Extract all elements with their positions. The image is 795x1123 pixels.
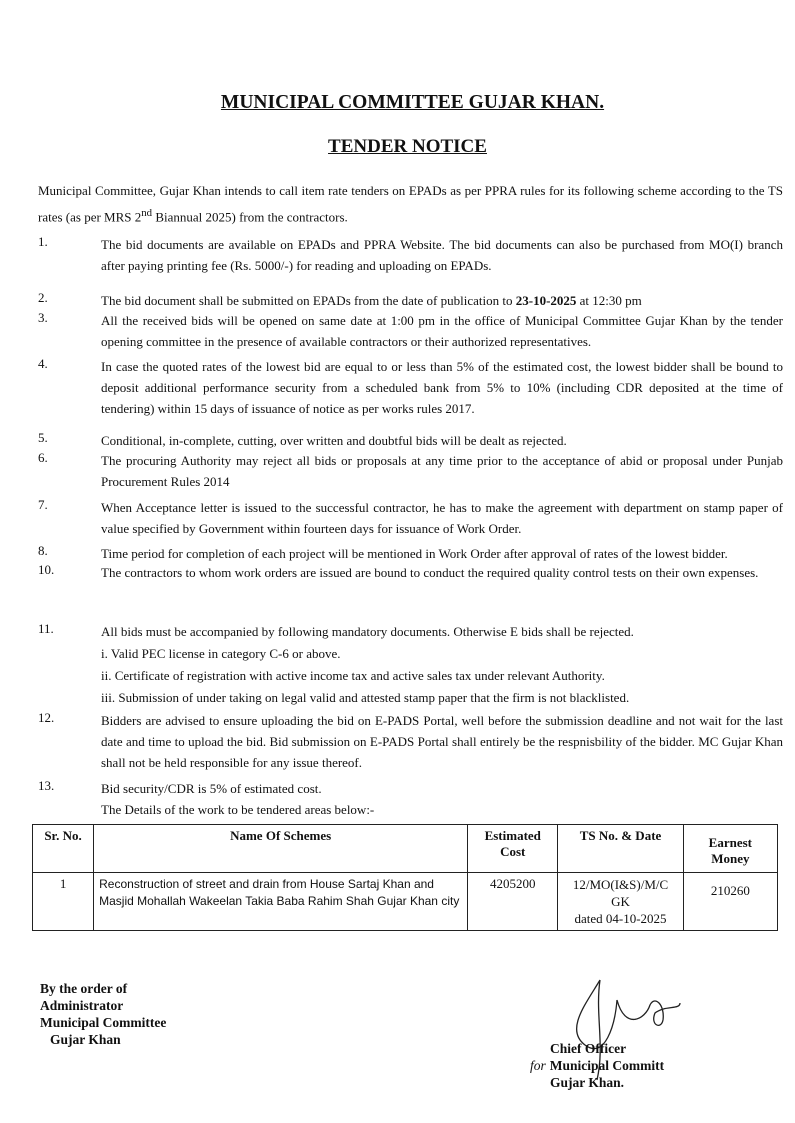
intro-text-end: Biannual 2025) from the contractors.	[152, 209, 348, 225]
item-text: All bids must be accompanied by following mandatory documents. Otherwise E bids shall be rejected.	[101, 624, 634, 639]
item-number: 8.	[38, 543, 48, 558]
item-text: When Acceptance letter is issued to the successful contractor, he has to make the agreement with department on stamp paper of value specified by Government within fourteen days for issuance of Work Order.	[101, 500, 783, 536]
list-item	[38, 450, 783, 492]
order-line: Administrator	[40, 998, 124, 1013]
item-text: The bid documents are available on EPADs and PPRA Website. The bid documents can also be purchased from MO(I) branch after paying printing fee (Rs. 5000/-) for reading and uploading on EPADs.	[101, 237, 783, 273]
item-text: The procuring Authority may reject all bids or proposals at any time prior to the acceptance of abid or proposal under Punjab Procurement Rules 2014	[101, 453, 783, 489]
item-text: The bid document shall be submitted on EPADs from the date of publication to	[101, 293, 516, 308]
officer-place: Gujar Khan.	[550, 1075, 625, 1090]
list-item	[38, 562, 783, 583]
item-number: 2.	[38, 290, 48, 305]
sub-item: ii. Certificate of registration with active income tax and active sales tax under relevant Authority.	[101, 668, 605, 683]
officer-org: Municipal Committ	[549, 1058, 665, 1073]
item-text: Conditional, in-complete, cutting, over written and doubtful bids will be dealt as rejected.	[101, 433, 567, 448]
for-mark: for	[530, 1058, 546, 1073]
item-number: 11.	[38, 621, 54, 636]
item-number: 3.	[38, 310, 48, 325]
cell-earnest: 210260	[683, 873, 777, 931]
item-number: 6.	[38, 450, 48, 465]
sub-item: i. Valid PEC license in category C-6 or above.	[101, 646, 341, 661]
list-item	[38, 290, 783, 311]
header-earnest: Earnest Money	[683, 825, 777, 873]
deadline-date: 23-10-2025	[515, 293, 577, 308]
intro-text: Municipal Committee, Gujar Khan intends to call item rate tenders on EPADs as per PPRA rules for its following scheme according to the TS rates (as per MRS 2	[38, 183, 783, 225]
header-sr-no: Sr. No.	[33, 825, 94, 873]
item-number: 13.	[38, 778, 55, 793]
cell-ts-no: 12/MO(I&S)/M/C GK	[572, 877, 669, 909]
header-cost: Estimated Cost	[468, 825, 558, 873]
sub-item: iii. Submission of under taking on legal valid and attested stamp paper that the firm is not blacklisted.	[101, 690, 630, 705]
officer-block	[530, 1040, 664, 1091]
cell-ts-date: dated 04-10-2025	[574, 911, 667, 926]
item-number: 10.	[38, 562, 55, 577]
list-item	[38, 710, 783, 773]
item-number: 12.	[38, 710, 55, 725]
intro-sup: nd	[141, 207, 153, 219]
item-text-end: at 12:30 pm	[576, 293, 642, 308]
order-line: By the order of	[40, 981, 128, 996]
list-item	[38, 778, 783, 799]
item-text: Bidders are advised to ensure uploading the bid on E-PADS Portal, well before the submission deadline and not wait for the last date and time to upload the bid. Bid submission on E-PADS Portal shall entirely be the respnisbility of the bidder. MC Gujar Khan shall not be held responsible for any issue thereof.	[101, 713, 783, 770]
org-title: MUNICIPAL COMMITTEE GUJAR KHAN.	[220, 92, 605, 113]
item-text: Time period for completion of each project will be mentioned in Work Order after approval of rates of the lowest bidder.	[101, 546, 728, 561]
list-item	[38, 543, 783, 564]
intro-paragraph	[38, 180, 783, 228]
item-number: 4.	[38, 356, 48, 371]
item-text: Bid security/CDR is 5% of estimated cost.	[101, 781, 322, 796]
cell-name: Reconstruction of street and drain from House Sartaj Khan and Masjid Mohallah Wakeelan Takia Baba Rahim Shah Gujar Khan city	[94, 873, 468, 931]
item-text: In case the quoted rates of the lowest bid are equal to or less than 5% of the estimated cost, the lowest bidder shall be bound to deposit additional performance security from a scheduled bank from 5% to 10% (including CDR deposited at the time of tendering) within 15 days of issuance of notice as per works rules 2017.	[101, 359, 783, 416]
list-item	[38, 234, 783, 276]
order-block	[40, 980, 166, 1048]
officer-title: Chief Officer	[550, 1041, 627, 1056]
cell-sr: 1	[33, 873, 94, 931]
details-line: The Details of the work to be tendered areas below:-	[101, 802, 375, 817]
item-text: All the received bids will be opened on same date at 1:00 pm in the office of Municipal Committee Gujar Khan by the tender opening committee in the presence of available contractors or their authorized representatives.	[101, 313, 783, 349]
order-line: Gujar Khan	[50, 1032, 121, 1047]
list-item	[38, 310, 783, 352]
item-number: 7.	[38, 497, 48, 512]
order-line: Municipal Committee	[40, 1015, 167, 1030]
table-row	[33, 873, 778, 931]
header-ts: TS No. & Date	[558, 825, 683, 873]
header-name: Name Of Schemes	[94, 825, 468, 873]
list-item	[38, 356, 783, 419]
schemes-table	[32, 824, 778, 931]
item-number: 1.	[38, 234, 48, 249]
item-text: The contractors to whom work orders are issued are bound to conduct the required quality control tests on their own expenses.	[101, 565, 759, 580]
list-item	[38, 430, 783, 451]
list-item	[38, 621, 783, 642]
notice-title: TENDER NOTICE	[328, 136, 487, 157]
cell-cost: 4205200	[468, 873, 558, 931]
item-number: 5.	[38, 430, 48, 445]
list-item	[38, 497, 783, 539]
